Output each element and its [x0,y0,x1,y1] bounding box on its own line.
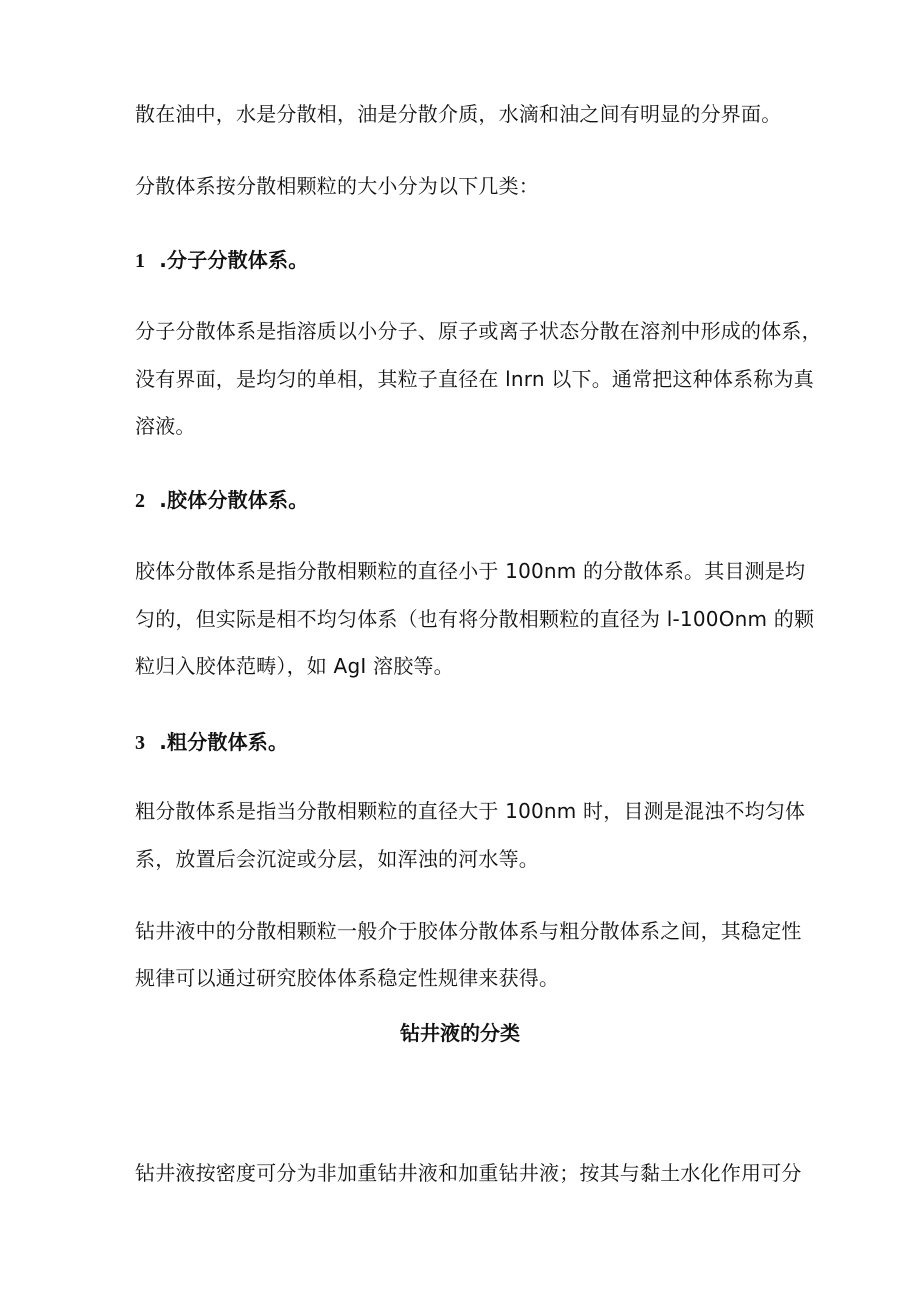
paragraph-line: 钻井液按密度可分为非加重钻井液和加重钻井液；按其与黏土水化作用可分 [135,1161,802,1185]
paragraph-line: 规律可以通过研究胶体体系稳定性规律来获得。 [135,966,560,990]
paragraph-line: 匀的，但实际是相不均匀体系（也有将分散相颗粒的直径为 l-100Onm 的颗 [135,607,815,631]
section-heading-1 [135,247,308,274]
paragraph-line: 钻井液中的分散相颗粒一般介于胶体分散体系与粗分散体系之间，其稳定性 [135,919,802,943]
paragraph-line: 胶体分散体系是指分散相颗粒的直径小于 100nm 的分散体系。其目测是均 [135,559,806,583]
section-heading-2 [135,487,308,514]
paragraph-line: 分散体系按分散相颗粒的大小分为以下几类： [135,174,539,198]
heading-text: .胶体分散体系。 [159,488,309,512]
paragraph-line: 系，放置后会沉淀或分层，如浑浊的河水等。 [135,847,539,871]
heading-number: 3 [135,732,146,754]
heading-number: 1 [135,250,146,272]
heading-text: .粗分散体系。 [159,730,289,754]
heading-number: 2 [135,490,146,512]
paragraph-line: 没有界面，是均匀的单相，其粒子直径在 lnrn 以下。通常把这种体系称为真 [135,367,814,391]
paragraph-line: 粗分散体系是指当分散相颗粒的直径大于 100nm 时，目测是混浊不均匀体 [135,799,806,823]
paragraph-line: 溶液。 [135,414,196,438]
paragraph-line: 分子分散体系是指溶质以小分子、原子或离子状态分散在溶剂中形成的体系， [135,319,822,343]
paragraph-line: 粒归入胶体范畴），如 AgI 溶胶等。 [135,654,454,678]
heading-text: .分子分散体系。 [159,248,309,272]
section-title: 钻井液的分类 [400,1021,520,1045]
paragraph-line: 散在油中，水是分散相，油是分散介质，水滴和油之间有明显的分界面。 [135,102,782,126]
section-heading-3 [135,729,288,756]
